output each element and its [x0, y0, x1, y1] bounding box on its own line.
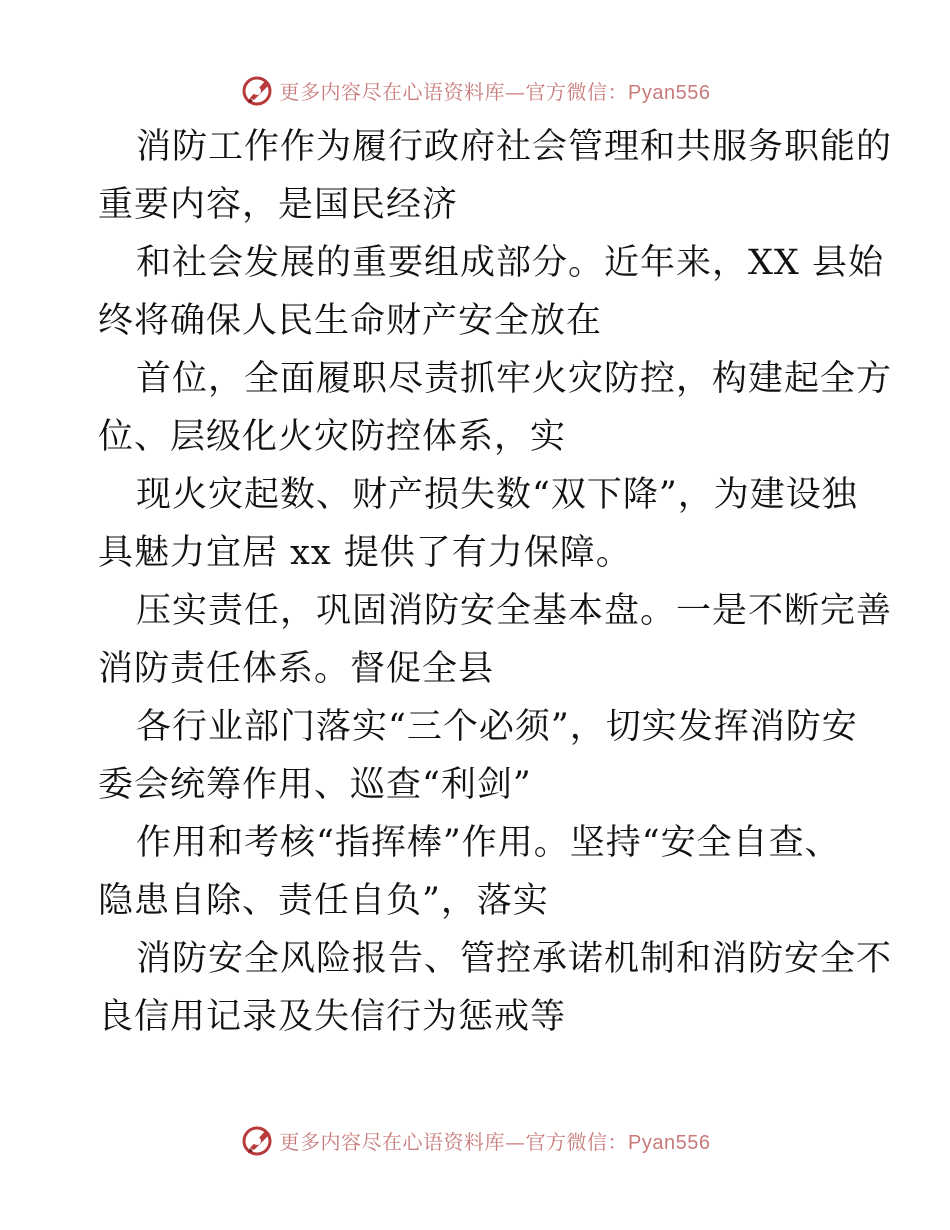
footer-wechat-id: Pyan556: [628, 1131, 711, 1154]
paragraph-line: 隐患自除、责任自负”，落实: [98, 881, 549, 921]
paragraph-3: [98, 350, 893, 466]
paragraph-line: 首位，全面履职尽责抓牢火灾防控，构建起全方: [136, 359, 893, 399]
paragraph-line: 委会统筹作用、巡查“利剑”: [98, 765, 532, 805]
paragraph-line: 压实责任，巩固消防安全基本盘。一是不断完善: [136, 591, 893, 631]
paragraph-line: 各行业部门落实“三个必须”，切实发挥消防安: [136, 707, 858, 747]
paragraph-line: 终将确保人民生命财产安全放在: [98, 301, 603, 341]
header-wechat-id: Pyan556: [628, 81, 711, 104]
header-banner-label: 更多内容尽在心语资料库—官方微信：: [279, 79, 629, 104]
paragraph-line: 良信用记录及失信行为惩戒等: [98, 997, 567, 1037]
pen-logo-icon: [240, 72, 276, 108]
header-banner: [0, 70, 950, 110]
paragraph-line: 位、层级化火灾防控体系，实: [98, 417, 567, 457]
paragraph-6: [98, 698, 858, 814]
document-body: [98, 118, 893, 1046]
paragraph-line: 消防工作作为履行政府社会管理和共服务职能的: [136, 127, 893, 167]
paragraph-5: [98, 582, 893, 698]
header-banner-text: [280, 76, 711, 105]
paragraph-2: [98, 234, 884, 350]
paragraph-line: 消防安全风险报告、管控承诺机制和消防安全不: [136, 939, 893, 979]
footer-banner-text: [280, 1126, 711, 1155]
paragraph-line: 消防责任体系。督促全县: [98, 649, 495, 689]
paragraph-8: [98, 930, 893, 1046]
paragraph-line: 具魅力宜居 xx 提供了有力保障。: [98, 533, 632, 573]
paragraph-line: 作用和考核“指挥棒”作用。坚持“安全自查、: [136, 823, 841, 863]
paragraph-line: 现火灾起数、财产损失数“双下降”，为建设独: [136, 475, 858, 515]
paragraph-7: [98, 814, 858, 930]
footer-banner: [0, 1120, 950, 1160]
paragraph-4: [98, 466, 858, 582]
paragraph-1: [98, 118, 893, 234]
paragraph-line: 和社会发展的重要组成部分。近年来，XX 县始: [136, 243, 884, 283]
footer-banner-label: 更多内容尽在心语资料库—官方微信：: [279, 1129, 629, 1154]
pen-logo-icon: [240, 1122, 276, 1158]
paragraph-line: 重要内容，是国民经济: [98, 185, 459, 225]
